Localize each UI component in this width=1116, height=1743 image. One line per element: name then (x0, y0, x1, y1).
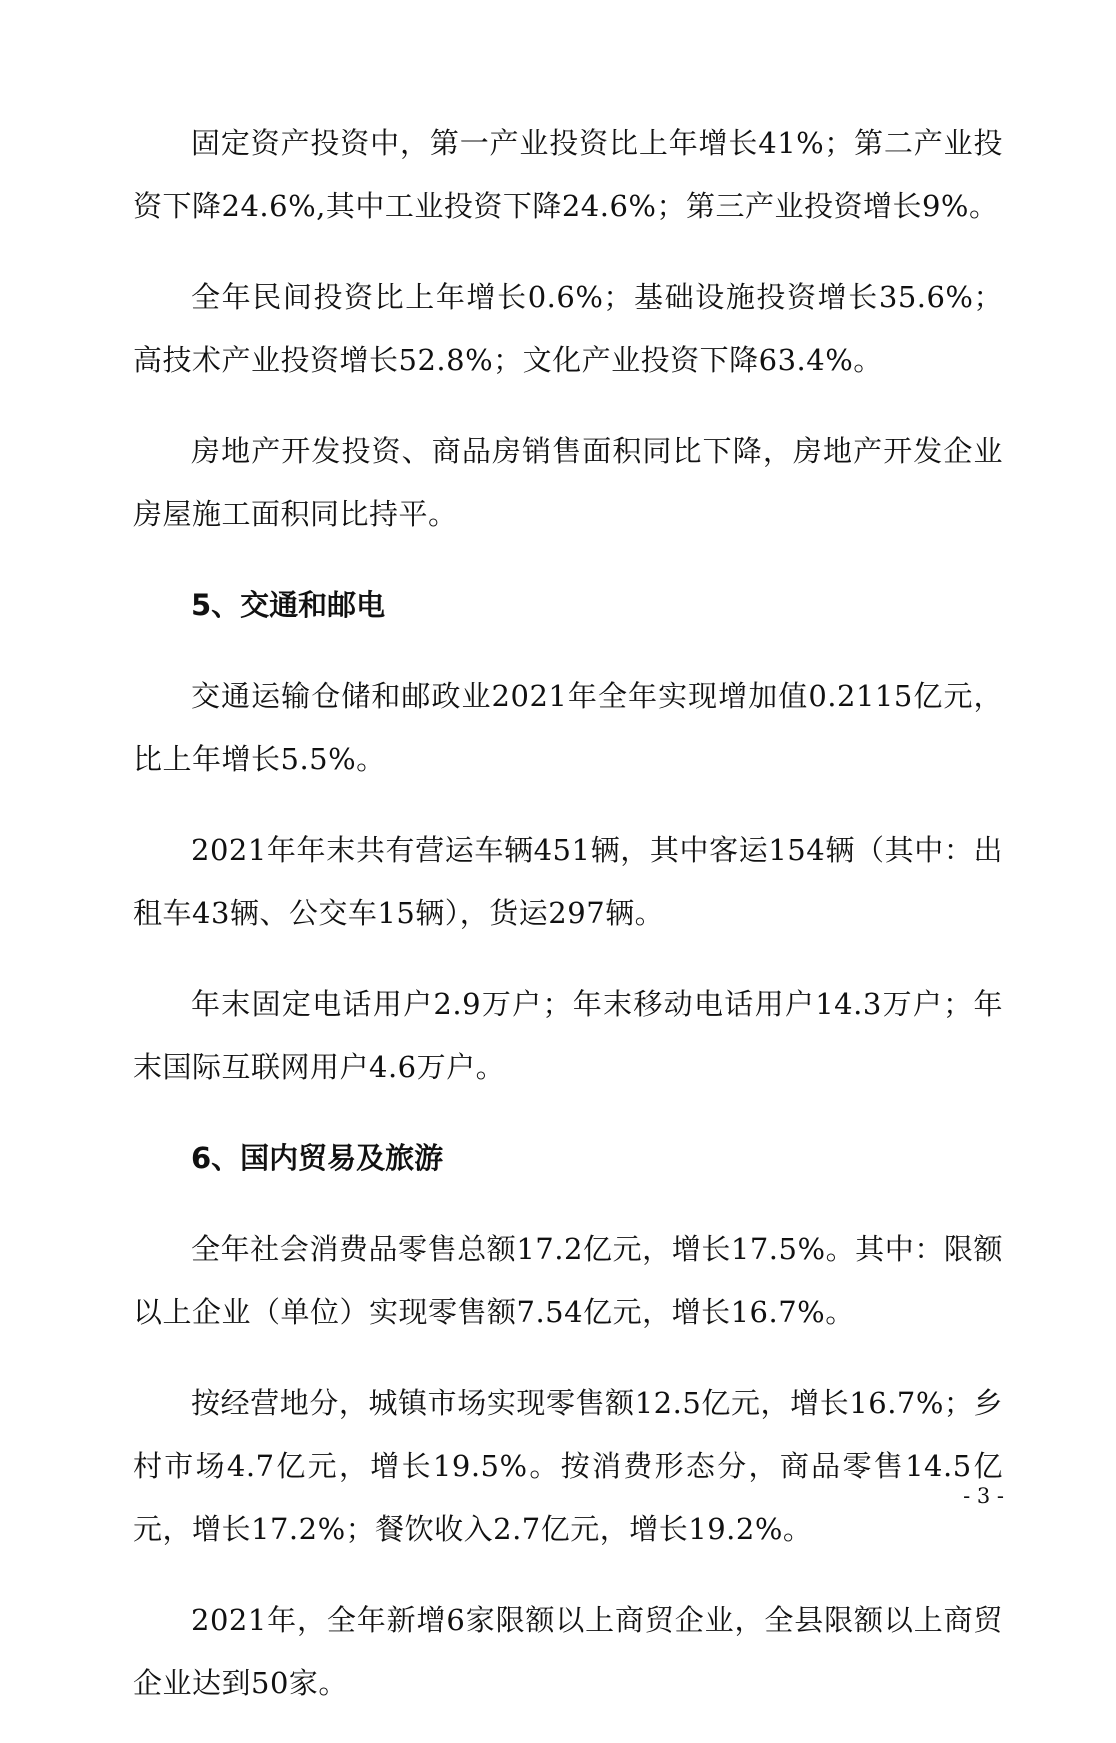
document-body (133, 112, 1003, 1743)
paragraph-vehicles: 2021年年末共有营运车辆451辆，其中客运154辆（其中：出租车43辆、公交车15辆），货运297辆。 (133, 833, 1003, 930)
paragraph-transport-value-added: 交通运输仓储和邮政业2021年全年实现增加值0.2115亿元，比上年增长5.5%。 (133, 679, 1003, 776)
paragraph-fixed-asset-investment: 固定资产投资中，第一产业投资比上年增长41%；第二产业投资下降24.6%,其中工业投资下降24.6%；第三产业投资增长9%。 (133, 126, 1003, 223)
paragraph-telecom-users: 年末固定电话用户2.9万户；年末移动电话用户14.3万户；年末国际互联网用户4.6万户。 (133, 987, 1003, 1084)
paragraph-new-enterprises: 2021年，全年新增6家限额以上商贸企业，全县限额以上商贸企业达到50家。 (133, 1603, 1003, 1700)
page-number: - 3 - (963, 1484, 1004, 1508)
paragraph-private-investment: 全年民间投资比上年增长0.6%；基础设施投资增长35.6%；高技术产业投资增长52.8%；文化产业投资下降63.4%。 (133, 280, 1003, 377)
paragraph-retail-sales: 全年社会消费品零售总额17.2亿元，增长17.5%。其中：限额以上企业（单位）实现零售额7.54亿元，增长16.7%。 (133, 1232, 1003, 1329)
section-heading-transport: 5、交通和邮电 (191, 588, 386, 622)
paragraph-real-estate: 房地产开发投资、商品房销售面积同比下降，房地产开发企业房屋施工面积同比持平。 (133, 434, 1003, 531)
section-heading-trade-tourism: 6、国内贸易及旅游 (191, 1141, 444, 1175)
paragraph-retail-by-location: 按经营地分，城镇市场实现零售额12.5亿元，增长16.7%；乡村市场4.7亿元，增长19.5%。按消费形态分，商品零售14.5亿元，增长17.2%；餐饮收入2.7亿元，增长19.2%。 (133, 1386, 1003, 1546)
